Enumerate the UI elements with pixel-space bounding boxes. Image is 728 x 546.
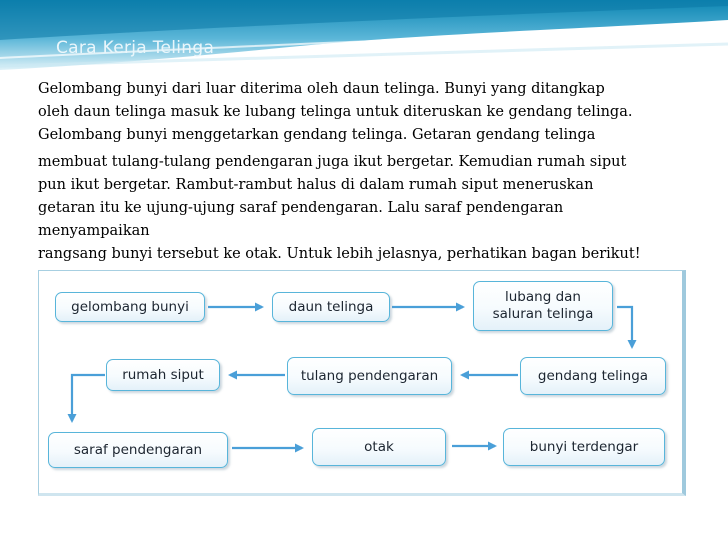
node-gendang-telinga bbox=[520, 357, 666, 395]
node-gelombang-bunyi bbox=[55, 292, 205, 322]
node-label: daun telinga bbox=[288, 298, 374, 315]
paragraph-line: rangsang bunyi tersebut ke otak. Untuk lebih jelasnya, perhatikan bagan berikut! bbox=[38, 246, 641, 263]
node-lubang-saluran-telinga bbox=[473, 281, 613, 331]
node-label: tulang pendengaran bbox=[300, 367, 439, 384]
node-tulang-pendengaran bbox=[287, 357, 452, 395]
node-label-line1: lubang dan bbox=[505, 289, 581, 305]
node-daun-telinga bbox=[272, 292, 390, 322]
node-otak bbox=[312, 428, 446, 466]
node-label: rumah siput bbox=[122, 366, 204, 383]
paragraph-line: membuat tulang-tulang pendengaran juga ikut bergetar. Kemudian rumah siput bbox=[38, 153, 627, 170]
node-label: gelombang bunyi bbox=[71, 298, 189, 315]
slide-title: Cara Kerja Telinga bbox=[56, 38, 215, 58]
node-label: bunyi terdengar bbox=[529, 438, 639, 455]
paragraph-line: Gelombang bunyi dari luar diterima oleh daun telinga. Bunyi yang ditangkap bbox=[38, 81, 605, 97]
node-rumah-siput bbox=[106, 359, 220, 391]
node-label: otak bbox=[364, 438, 394, 455]
node-label-line2: saluran telinga bbox=[492, 306, 594, 322]
paragraph-line: oleh daun telinga masuk ke lubang telinga untuk diteruskan ke gendang telinga. bbox=[38, 104, 633, 121]
node-saraf-pendengaran bbox=[48, 432, 228, 468]
paragraph-line: menyampaikan bbox=[38, 223, 150, 240]
node-bunyi-terdengar bbox=[503, 428, 665, 466]
paragraph-line: getaran itu ke ujung-ujung saraf pendengaran. Lalu saraf pendengaran bbox=[38, 200, 564, 217]
paragraph bbox=[38, 78, 698, 267]
paragraph-line: pun ikut bergetar. Rambut-rambut halus di dalam rumah siput meneruskan bbox=[38, 176, 594, 193]
node-label: gendang telinga bbox=[537, 367, 649, 384]
paragraph-line: Gelombang bunyi menggetarkan gendang telinga. Getaran gendang telinga bbox=[38, 127, 596, 144]
node-label: saraf pendengaran bbox=[73, 441, 203, 458]
